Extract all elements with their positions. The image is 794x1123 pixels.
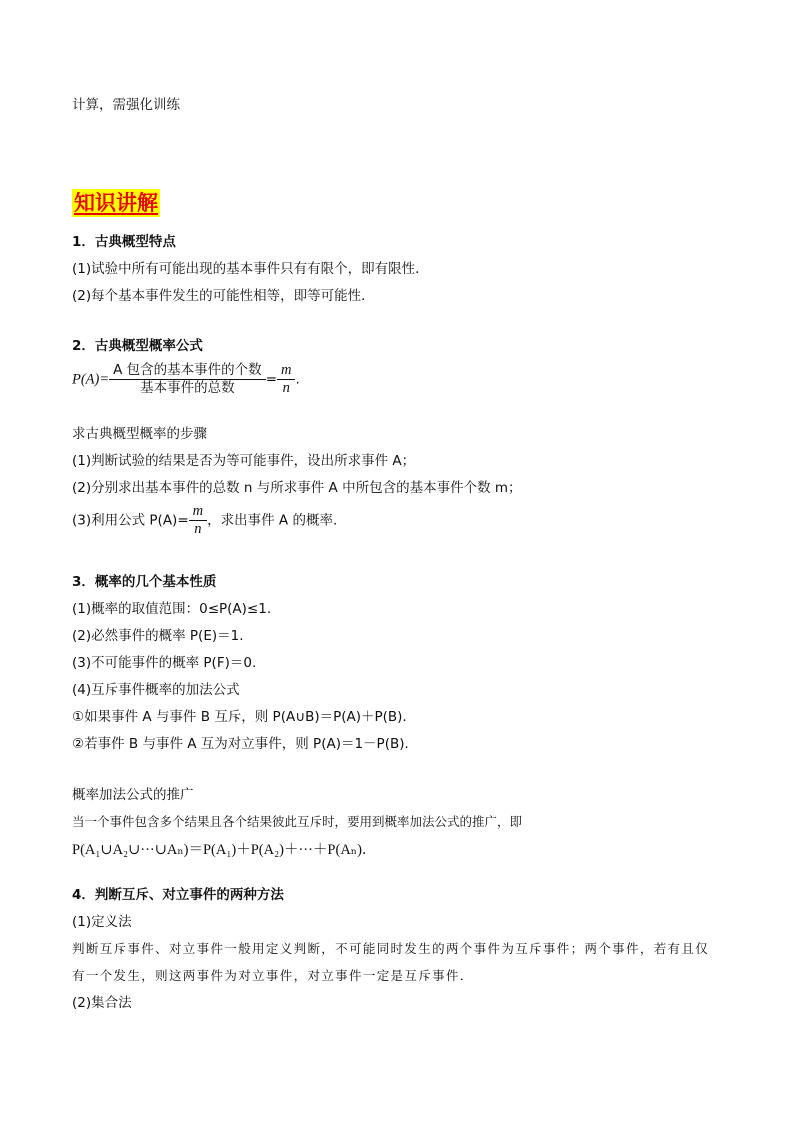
extension-desc: 当一个事件包含多个结果且各个结果彼此互斥时，要用到概率加法公式的推广，即 <box>72 814 523 829</box>
formula-n: n <box>282 380 290 396</box>
probability-formula <box>72 362 300 397</box>
section-3-heading: 3．概率的几个基本性质 <box>72 574 217 590</box>
section-3-item-4: (4)互斥事件概率的加法公式 <box>72 682 240 698</box>
formula-fraction <box>109 362 266 397</box>
section-3-item-2: (2)必然事件的概率 P(E)＝1. <box>72 628 244 644</box>
extension-title: 概率加法公式的推广 <box>72 787 194 803</box>
formula-lhs: P(A)= <box>72 371 110 388</box>
step-3-prefix: (3)利用公式 P(A)= <box>72 512 189 529</box>
step-3 <box>72 503 337 538</box>
formula-numerator: A 包含的基本事件的个数 <box>109 362 266 380</box>
formula-m-over-n <box>277 362 295 397</box>
step-3-n: n <box>194 521 202 537</box>
step-1: (1)判断试验的结果是否为等可能事件，设出所求事件 A； <box>72 453 416 469</box>
method-1-desc-line-2: 有一个发生，则这两事件为对立事件，对立事件一定是互斥事件． <box>72 968 474 983</box>
formula-m: m <box>277 362 295 380</box>
section-1-item-1: (1)试验中所有可能出现的基本事件只有有限个，即有限性． <box>72 261 429 277</box>
method-1-title: (1)定义法 <box>72 914 132 930</box>
formula-end: . <box>295 371 300 388</box>
step-3-suffix: ，求出事件 A 的概率. <box>207 512 338 529</box>
step-3-fraction <box>189 503 207 538</box>
intro-text: 计算，需强化训练 <box>72 97 180 113</box>
section-4-heading: 4．判断互斥、对立事件的两种方法 <box>72 887 284 903</box>
step-2: (2)分别求出基本事件的总数 n 与所求事件 A 中所包含的基本事件个数 m； <box>72 480 522 496</box>
section-3-item-3: (3)不可能事件的概率 P(F)＝0. <box>72 655 257 671</box>
formula-denominator: 基本事件的总数 <box>140 380 235 396</box>
section-3-item-6: ②若事件 B 与事件 A 互为对立事件，则 P(A)＝1－P(B)． <box>72 736 418 752</box>
method-1-desc-line-1: 判断互斥事件、对立事件一般用定义判断，不可能同时发生的两个事件为互斥事件；两个事件，若有且仅 <box>72 941 710 956</box>
step-3-m: m <box>189 503 207 521</box>
section-3-item-5: ①如果事件 A 与事件 B 互斥，则 P(A∪B)＝P(A)＋P(B)． <box>72 709 416 725</box>
steps-title: 求古典概型概率的步骤 <box>72 426 207 442</box>
formula-equals: = <box>265 371 277 388</box>
section-1-heading: 1．古典概型特点 <box>72 234 176 250</box>
section-2-heading: 2．古典概型概率公式 <box>72 338 203 354</box>
method-2-title: (2)集合法 <box>72 995 132 1011</box>
section-banner: 知识讲解 <box>74 191 158 215</box>
extension-formula: P(A₁∪A₂∪···∪Aₙ)＝P(A₁)＋P(A₂)＋···＋P(Aₙ)． <box>72 842 377 858</box>
section-1-item-2: (2)每个基本事件发生的可能性相等，即等可能性． <box>72 288 375 304</box>
section-3-item-1: (1)概率的取值范围：0≤P(A)≤1. <box>72 601 272 617</box>
